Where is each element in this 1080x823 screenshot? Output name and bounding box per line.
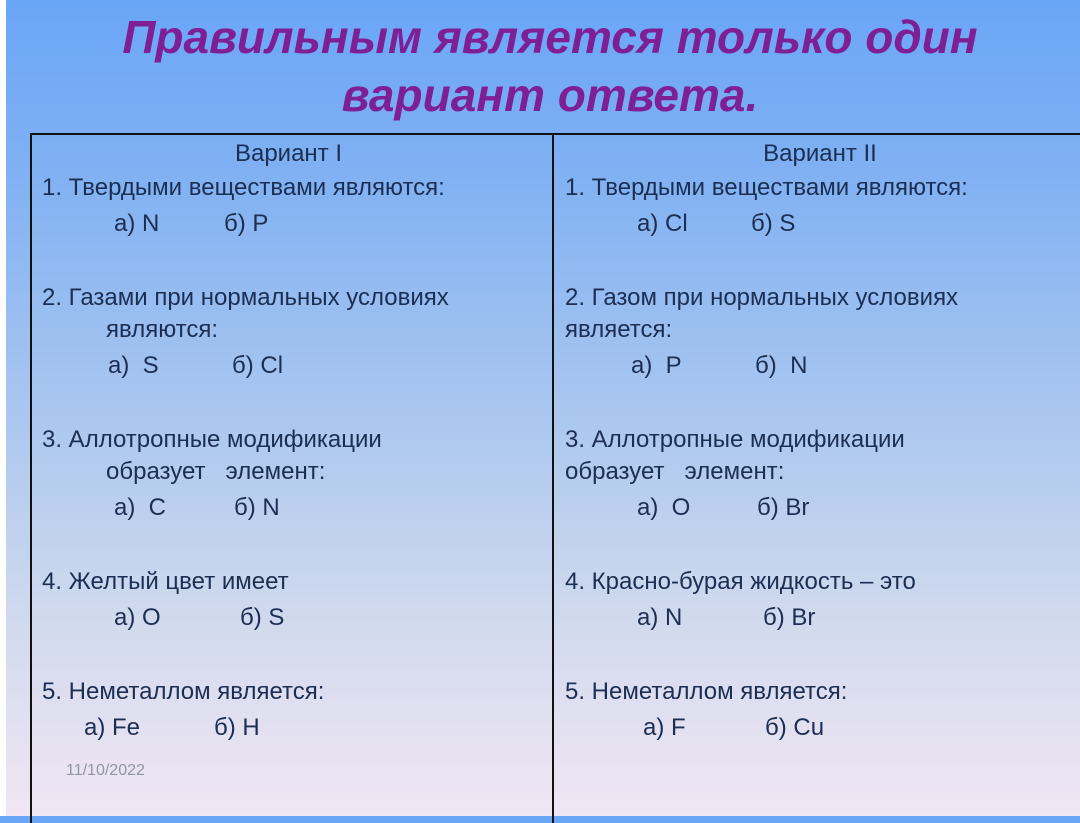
option-b: б) H [214,714,260,741]
option-a: а) N [637,604,683,631]
question-2 [42,282,547,386]
question-3 [42,424,547,528]
question-4 [565,566,1075,638]
option-b: б) S [240,604,285,631]
variant-1-header: Вариант I [234,140,343,167]
option-b: б) Cl [232,352,284,379]
spacer [42,638,547,676]
spacer [42,386,547,424]
option-a: а) Fe [84,714,141,741]
slide-date: 11/10/2022 [66,762,145,779]
question-1 [565,172,1075,244]
option-a: а) C [114,494,167,521]
option-a: а) O [637,494,691,521]
question-text: 3. Аллотропные модификации [42,426,382,453]
answer-options [565,598,1075,638]
spacer [565,244,1075,282]
question-text-cont: является: [565,316,673,343]
option-a: а) N [114,210,160,237]
option-b: б) Br [757,494,810,521]
question-5 [42,676,547,748]
answer-options [565,488,1075,528]
question-text-cont: образует элемент: [106,458,326,485]
answer-options [42,204,547,244]
spacer [42,528,547,566]
question-text-cont: образует элемент: [565,458,785,485]
option-b: б) Br [763,604,816,631]
question-text-cont: являются: [106,316,219,343]
slide-title: Правильным является только один вариант ответа. [122,11,978,121]
option-b: б) N [234,494,280,521]
question-5 [565,676,1075,748]
question-3 [565,424,1075,528]
option-a: а) F [643,714,686,741]
question-1 [42,172,547,244]
question-4 [42,566,547,638]
answer-options [565,204,1075,244]
answer-options [42,598,547,638]
question-text: 4. Желтый цвет имеет [42,568,289,595]
option-b: б) S [751,210,796,237]
question-text: 1. Твердыми веществами являются: [42,174,445,201]
variant-2-column [565,136,1075,748]
question-text: 2. Газом при нормальных условиях [565,284,959,311]
question-text: 3. Аллотропные модификации [565,426,905,453]
question-text: 4. Красно-бурая жидкость – это [565,568,916,595]
option-b: б) Cu [765,714,825,741]
option-b: б) P [224,210,269,237]
answer-options [42,346,547,386]
option-a: а) Cl [637,210,688,237]
answer-options [565,708,1075,748]
question-text: 1. Твердыми веществами являются: [565,174,968,201]
spacer [565,638,1075,676]
question-text: 2. Газами при нормальных условиях [42,284,449,311]
variant-2-header: Вариант II [763,140,877,167]
question-2 [565,282,1075,386]
answer-options [42,488,547,528]
question-text: 5. Неметаллом является: [565,678,848,705]
variant-1-column [42,136,547,748]
spacer [565,528,1075,566]
option-a: а) O [114,604,161,631]
option-b: б) N [755,352,808,379]
answer-options [42,708,547,748]
spacer [42,244,547,282]
question-text: 5. Неметаллом является: [42,678,325,705]
left-edge-strip [0,0,6,816]
option-a: а) S [108,352,159,379]
answer-options [565,346,1075,386]
option-a: а) P [631,352,682,379]
spacer [565,386,1075,424]
column-divider [552,133,554,823]
